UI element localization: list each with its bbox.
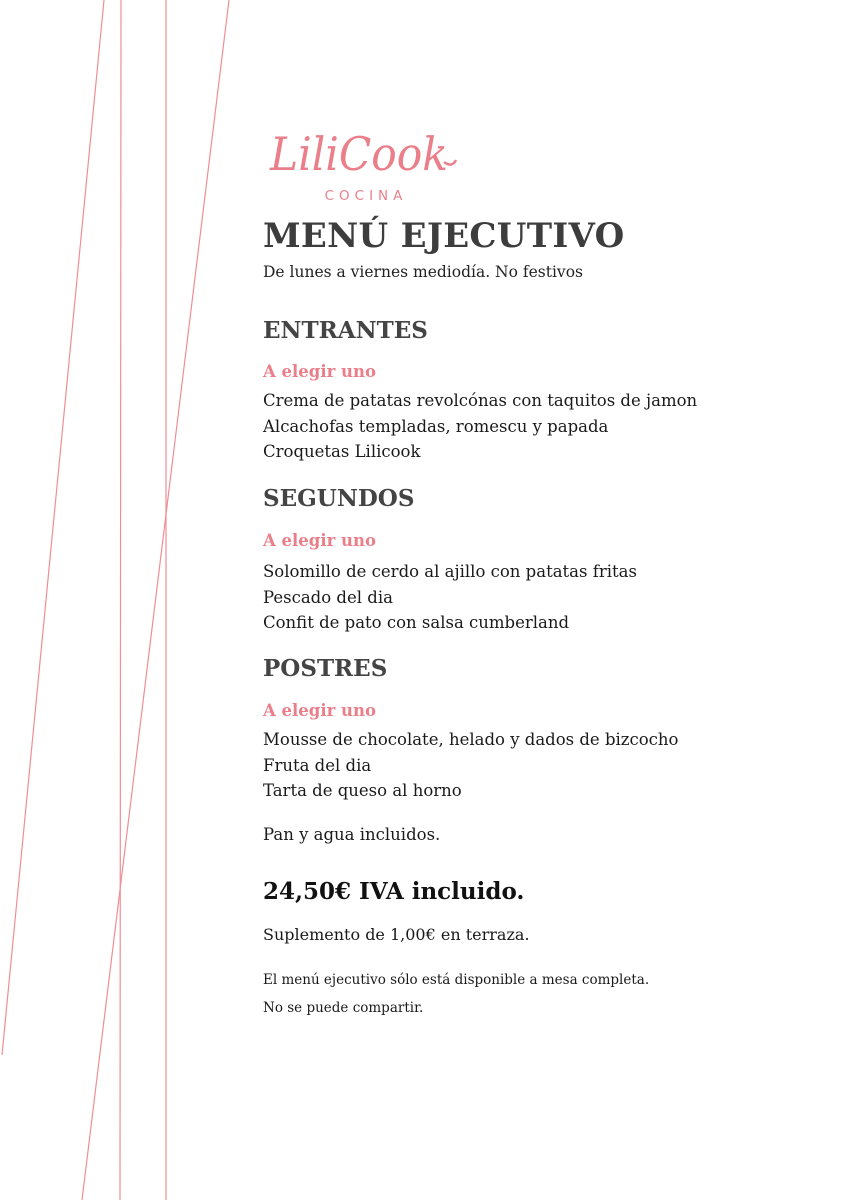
dish-item: Confit de pato con salsa cumberland	[263, 613, 570, 632]
menu-title: MENÚ EJECUTIVO	[263, 216, 625, 256]
menu-subtitle: De lunes a viernes mediodía. No festivos	[263, 263, 583, 281]
dish-item: Pescado del dia	[263, 587, 393, 607]
choose-label-entrantes: A elegir uno	[263, 362, 377, 381]
dish-item: Crema de patatas revolcónas con taquitos de jamon	[263, 391, 698, 410]
menu-price: 24,50€ IVA incluido.	[263, 878, 525, 905]
included-note: Pan y agua incluidos.	[263, 825, 441, 844]
section-heading-postres: POSTRES	[263, 655, 388, 682]
footnote: No se puede compartir.	[263, 1000, 424, 1016]
terrace-supplement: Suplemento de 1,00€ en terraza.	[263, 925, 530, 944]
dish-item: Alcachofas templadas, romescu y papada	[263, 416, 609, 436]
dish-item: Mousse de chocolate, helado y dados de bizcocho	[263, 730, 679, 749]
choose-label-postres: A elegir uno	[263, 701, 377, 720]
choose-label-segundos: A elegir uno	[263, 531, 377, 550]
section-heading-entrantes: ENTRANTES	[263, 317, 428, 344]
dish-list-segundos	[263, 559, 637, 636]
logo-wordmark: LiliCook	[269, 127, 448, 181]
deco-line-1	[2, 0, 104, 1055]
deco-line-4	[82, 0, 229, 1200]
dish-item: Solomillo de cerdo al ajillo con patatas fritas	[263, 562, 637, 581]
section-heading-segundos: SEGUNDOS	[263, 485, 415, 512]
dish-list-entrantes	[263, 388, 697, 465]
brand-logo	[266, 118, 466, 208]
dish-item: Tarta de queso al horno	[263, 781, 462, 800]
dish-item: Fruta del dia	[263, 755, 372, 775]
dish-list-postres	[263, 727, 678, 804]
deco-line-2	[120, 0, 121, 1200]
dish-item: Croquetas Lilicook	[263, 442, 421, 461]
footnote: El menú ejecutivo sólo está disponible a mesa completa.	[263, 972, 650, 988]
logo-tagline: COCINA	[324, 188, 408, 204]
